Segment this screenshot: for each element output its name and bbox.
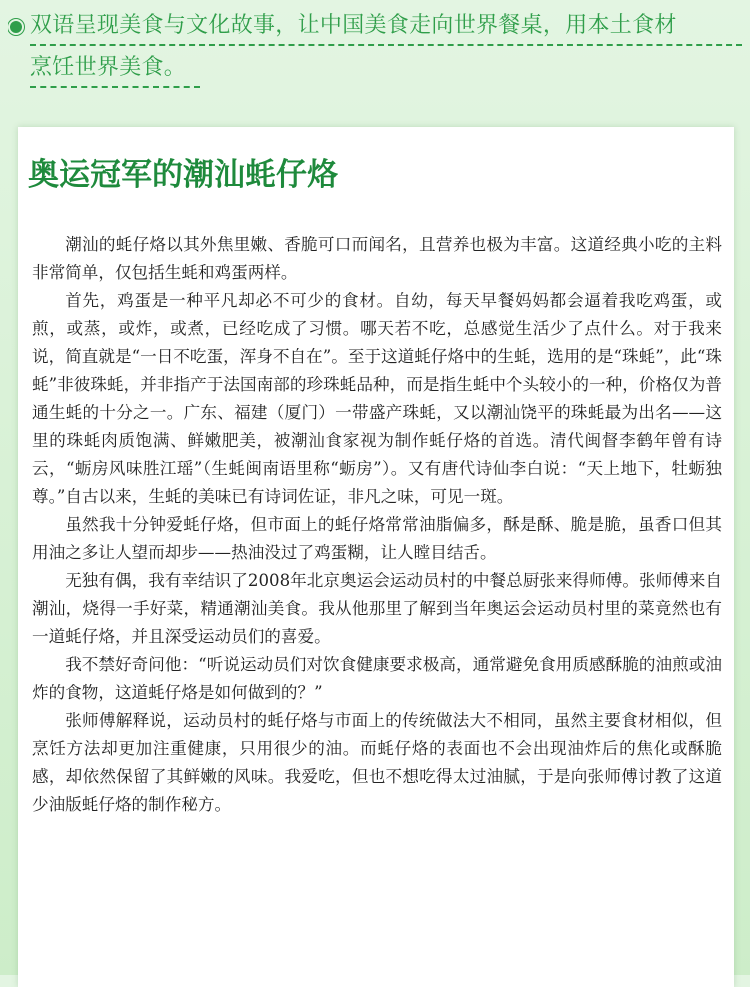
article-title: 奥运冠军的潮汕蚝仔烙 [28, 157, 338, 193]
intro-text-2: 烹饪世界美食。 [30, 55, 187, 80]
article-paragraph: 无独有偶，我有幸结识了2008年北京奥运会运动员村的中餐总厨张来得师傅。张师傅来自潮汕，烧得一手好菜，精通潮汕美食。我从他那里了解到当年奥运会运动员村里的菜竟然也有一道蚝仔烙，并且深受运动员们的喜爱。 [32, 571, 722, 646]
dashed-divider [30, 44, 742, 46]
article-paragraph: 我不禁好奇问他：“听说运动员们对饮食健康要求极高，通常避免食用质感酥脆的油煎或油炸的食物，这道蚝仔烙是如何做到的？” [32, 655, 722, 702]
intro-text-1: 双语呈现美食与文化故事，让中国美食走向世界餐桌，用本土食材 [30, 13, 677, 38]
article-card [18, 127, 734, 987]
article-paragraph: 张师傅解释说，运动员村的蚝仔烙与市面上的传统做法大不相同，虽然主要食材相似，但烹饪方法却更加注重健康，只用很少的油。而蚝仔烙的表面也不会出现油炸后的焦化或酥脆感，却依然保留了其鲜嫩的风味。我爱吃，但也不想吃得太过油腻，于是向张师傅讨教了这道少油版蚝仔烙的制作秘方。 [32, 711, 722, 814]
intro-section [8, 10, 744, 94]
article-paragraph: 潮汕的蚝仔烙以其外焦里嫩、香脆可口而闻名，且营养也极为丰富。这道经典小吃的主料非常简单，仅包括生蚝和鸡蛋两样。 [32, 235, 722, 282]
article-paragraph: 首先，鸡蛋是一种平凡却必不可少的食材。自幼，每天早餐妈妈都会逼着我吃鸡蛋，或煎，或蒸，或炸，或煮，已经吃成了习惯。哪天若不吃，总感觉生活少了点什么。对于我来说，简直就是“一日不吃蛋，浑身不自在”。至于这道蚝仔烙中的生蚝，选用的是“珠蚝”，此“珠蚝”非彼珠蚝，并非指产于法国南部的珍珠蚝品种，而是指生蚝中个头较小的一种，价格仅为普通生蚝的十分之一。广东、福建（厦门）一带盛产珠蚝，又以潮汕饶平的珠蚝最为出名——这里的珠蚝肉质饱满、鲜嫩肥美，被潮汕食家视为制作蚝仔烙的首选。清代闽督李鹤年曾有诗云，“蛎房风味胜江瑶”（生蚝闽南语里称“蛎房”）。又有唐代诗仙李白说：“天上地下，牡蛎独尊。”自古以来，生蚝的美味已有诗词佐证，非凡之味，可见一斑。 [32, 291, 722, 506]
intro-line-1 [8, 10, 744, 42]
article-paragraph: 虽然我十分钟爱蚝仔烙，但市面上的蚝仔烙常常油脂偏多，酥是酥、脆是脆，虽香口但其用油之多让人望而却步——热油没过了鸡蛋糊，让人瞠目结舌。 [32, 515, 722, 562]
intro-line-2 [8, 52, 744, 84]
dashed-divider-short [30, 86, 200, 88]
article-body [32, 231, 722, 819]
bullet-icon [10, 21, 22, 33]
